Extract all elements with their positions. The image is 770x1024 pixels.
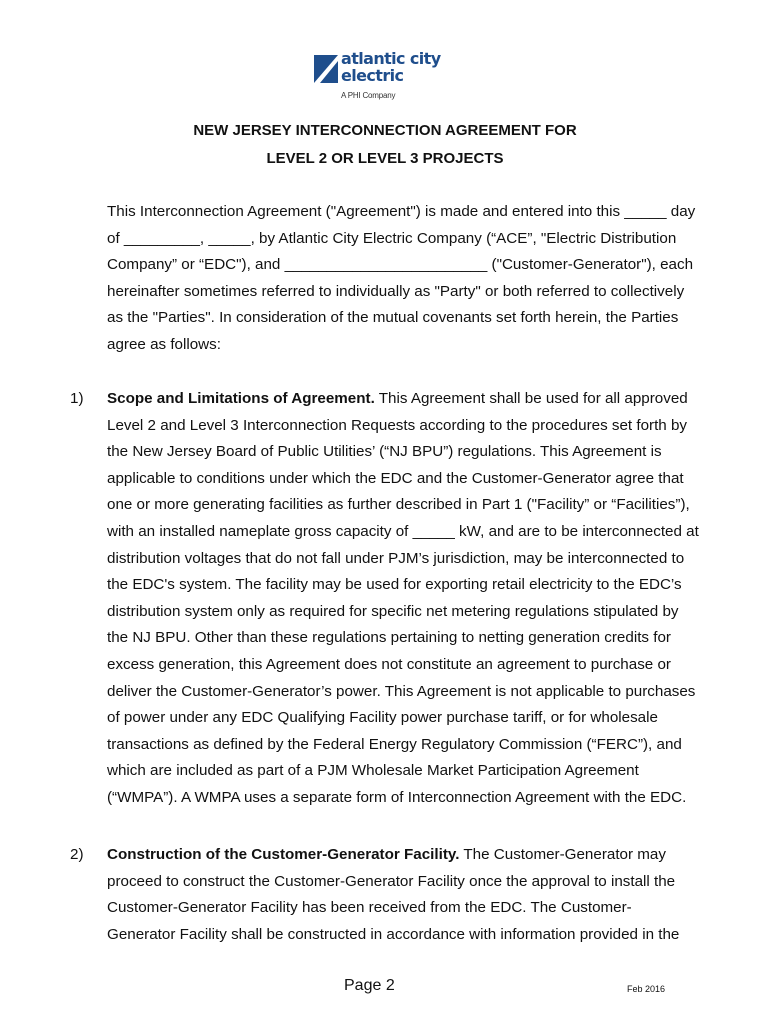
intro-line: as the "Parties". In consideration of the mutual covenants set forth herein, the Parties: [107, 309, 679, 327]
section-1-line: the NJ BPU. Other than these regulations pertaining to netting generation credits for: [107, 629, 671, 647]
section-1-heading: Scope and Limitations of Agreement.: [107, 390, 375, 407]
page-number: Page 2: [344, 977, 395, 994]
section-1-line: excess generation, this Agreement does not constitute an agreement to purchase or: [107, 655, 671, 673]
section-1-line: with an installed nameplate gross capacity of _____ kW, and are to be interconnected at: [107, 522, 699, 540]
section-2-first-line: [107, 842, 707, 869]
revision-date: Feb 2016: [627, 984, 666, 994]
intro-line: Company” or “EDC"), and ________________________ ("Customer-Generator"), each: [107, 256, 694, 274]
section-2-line: Customer-Generator Facility has been received from the EDC. The Customer-: [107, 899, 632, 917]
section-1-paragraph: [107, 386, 707, 812]
section-1-line: deliver the Customer-Generator’s power. This Agreement is not applicable to purchases: [107, 682, 696, 700]
logo-tagline: A PHI Company: [341, 91, 396, 100]
section-2-paragraph: [107, 842, 707, 948]
section-1-line: (“WMPA”). A WMPA uses a separate form of Interconnection Agreement with the EDC.: [107, 788, 687, 806]
logo-line-2: electric: [341, 66, 404, 85]
intro-line: of _________, _____, by Atlantic City Electric Company (“ACE”, "Electric Distribution: [107, 229, 677, 247]
section-1-line: the New Jersey Board of Public Utilities’ (“NJ BPU”) regulations. This Agreement is: [107, 443, 662, 461]
section-1-line: Level 2 and Level 3 Interconnection Requests according to the procedures set forth by: [107, 416, 688, 434]
intro-line: This Interconnection Agreement ("Agreement") is made and entered into this _____ day: [107, 203, 696, 220]
section-1-line: transactions as defined by the Federal Energy Regulatory Commission (“FERC”), and: [107, 735, 682, 753]
company-logo: [314, 50, 444, 106]
intro-paragraph: [107, 199, 707, 359]
section-1-line: of power under any EDC Qualifying Facility power purchase tariff, or for wholesale: [107, 709, 658, 727]
section-1-line: the EDC's system. The facility may be used for exporting retail electricity to the EDC’s: [107, 576, 682, 594]
section-1-line: which are included as part of a PJM Wholesale Market Participation Agreement: [107, 762, 639, 780]
section-1-first-line-text: This Agreement shall be used for all approved: [374, 390, 688, 407]
section-2-line: proceed to construct the Customer-Generator Facility once the approval to install the: [107, 872, 676, 890]
intro-line: agree as follows:: [107, 335, 221, 353]
logo-line-1: atlantic city: [341, 49, 441, 68]
section-1-line: distribution system only as required for specific net metering regulations stipulated by: [107, 602, 679, 620]
logo-mark-icon: [314, 55, 338, 83]
section-1-number: 1): [70, 390, 84, 407]
section-1-line: one or more generating facilities as further described in Part 1 ("Facility” or “Facilities”),: [107, 496, 690, 514]
section-1-first-line: [107, 386, 707, 413]
section-2-first-line-text: The Customer-Generator may: [459, 846, 666, 863]
document-title-line-2: LEVEL 2 OR LEVEL 3 PROJECTS: [266, 150, 504, 167]
section-1-line: applicable to conditions under which the EDC and the Customer-Generator agree that: [107, 469, 684, 487]
section-2-heading: Construction of the Customer-Generator Facility.: [107, 846, 460, 863]
document-title-line-1: NEW JERSEY INTERCONNECTION AGREEMENT FOR: [193, 122, 577, 139]
logo-wordmark: [341, 50, 441, 84]
section-2-number: 2): [70, 846, 84, 863]
section-2-line: Generator Facility shall be constructed in accordance with information provided in the: [107, 925, 680, 943]
intro-line: hereinafter sometimes referred to individually as "Party" or both referred to collectively: [107, 282, 685, 300]
section-1-line: distribution voltages that do not fall under PJM’s jurisdiction, may be interconnected to: [107, 549, 685, 567]
